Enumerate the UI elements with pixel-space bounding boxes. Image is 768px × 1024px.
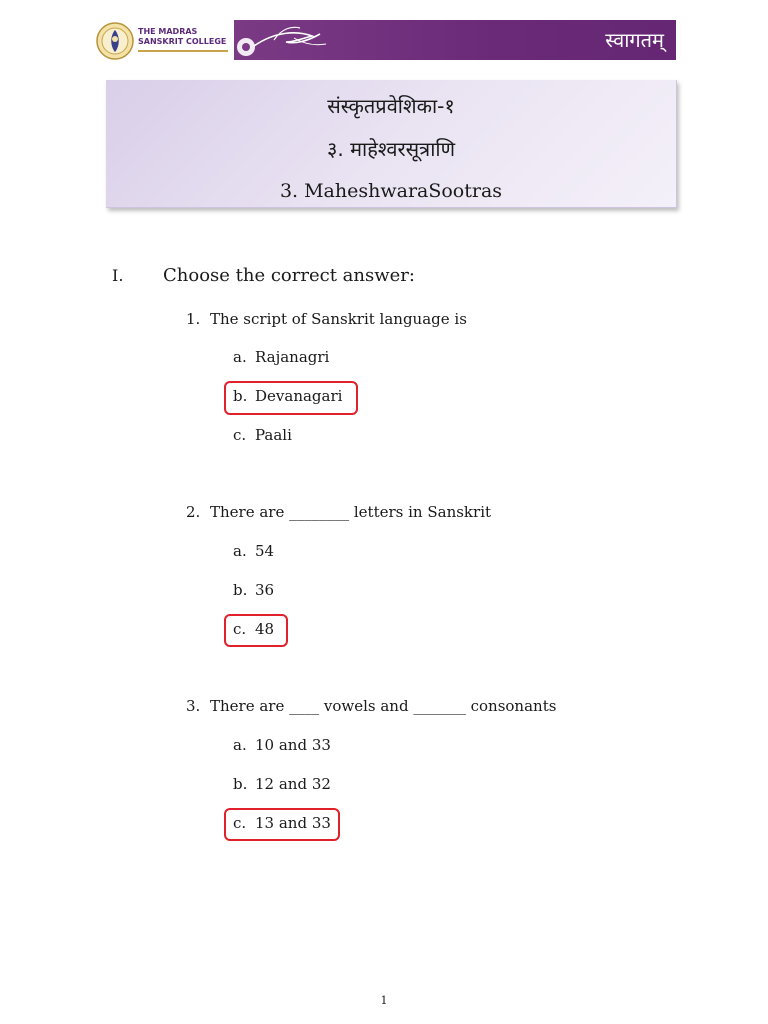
title-english: 3. MaheshwaraSootras bbox=[279, 180, 503, 202]
college-seal-icon bbox=[96, 22, 134, 60]
option-text: Paali bbox=[255, 426, 292, 444]
question-1-option-a bbox=[233, 348, 329, 366]
question-1 bbox=[186, 310, 467, 328]
question-1-option-c bbox=[233, 426, 292, 444]
option-letter: b. bbox=[233, 581, 248, 599]
ornament-swirl-icon bbox=[234, 20, 354, 60]
logo-line-2: SANSKRIT COLLEGE bbox=[138, 37, 227, 46]
option-letter: a. bbox=[233, 542, 247, 560]
header bbox=[94, 18, 676, 64]
question-number: 2. bbox=[186, 503, 201, 521]
question-text: There are ________ letters in Sanskrit bbox=[210, 503, 492, 521]
option-letter: b. bbox=[233, 775, 248, 793]
question-2 bbox=[186, 503, 491, 521]
title-box bbox=[106, 80, 677, 208]
page-number: 1 bbox=[380, 994, 388, 1007]
answer-mark-circle bbox=[224, 614, 288, 647]
logo-underline bbox=[138, 50, 228, 52]
section-number: I. bbox=[112, 266, 124, 285]
option-text: 36 bbox=[255, 581, 275, 599]
section-title: Choose the correct answer: bbox=[163, 265, 415, 286]
option-text: 10 and 33 bbox=[255, 736, 331, 754]
question-text: The script of Sanskrit language is bbox=[210, 310, 467, 328]
option-text: 54 bbox=[255, 542, 275, 560]
option-letter: a. bbox=[233, 736, 247, 754]
question-number: 3. bbox=[186, 697, 201, 715]
answer-mark-circle bbox=[224, 808, 340, 841]
question-3-option-a bbox=[233, 736, 331, 754]
option-letter: c. bbox=[233, 426, 247, 444]
question-number: 1. bbox=[186, 310, 201, 328]
question-3-option-b bbox=[233, 775, 331, 793]
welcome-banner bbox=[234, 20, 676, 60]
option-text: Devanagari bbox=[255, 387, 343, 405]
option-text: Rajanagri bbox=[255, 348, 330, 366]
option-letter: b. bbox=[233, 387, 248, 405]
logo-line-1: THE MADRAS bbox=[138, 27, 198, 36]
option-text: 48 bbox=[255, 620, 275, 638]
option-text: 12 and 32 bbox=[255, 775, 331, 793]
title-sanskrit-1: संस्कृतप्रवेशिका-१ bbox=[327, 94, 455, 118]
college-logo bbox=[94, 18, 232, 64]
title-sanskrit-2: ३. माहेश्वरसूत्राणि bbox=[326, 137, 456, 161]
logo-text bbox=[138, 27, 230, 47]
question-2-option-b bbox=[233, 581, 274, 599]
question-text: There are ____ vowels and _______ consonants bbox=[210, 697, 557, 715]
option-letter: c. bbox=[233, 620, 247, 638]
question-3 bbox=[186, 697, 556, 715]
option-letter: a. bbox=[233, 348, 247, 366]
option-text: 13 and 33 bbox=[255, 814, 331, 832]
banner-welcome-text: स्वागतम् bbox=[605, 28, 664, 52]
question-2-option-a bbox=[233, 542, 274, 560]
answer-mark-circle bbox=[224, 381, 358, 415]
option-letter: c. bbox=[233, 814, 247, 832]
